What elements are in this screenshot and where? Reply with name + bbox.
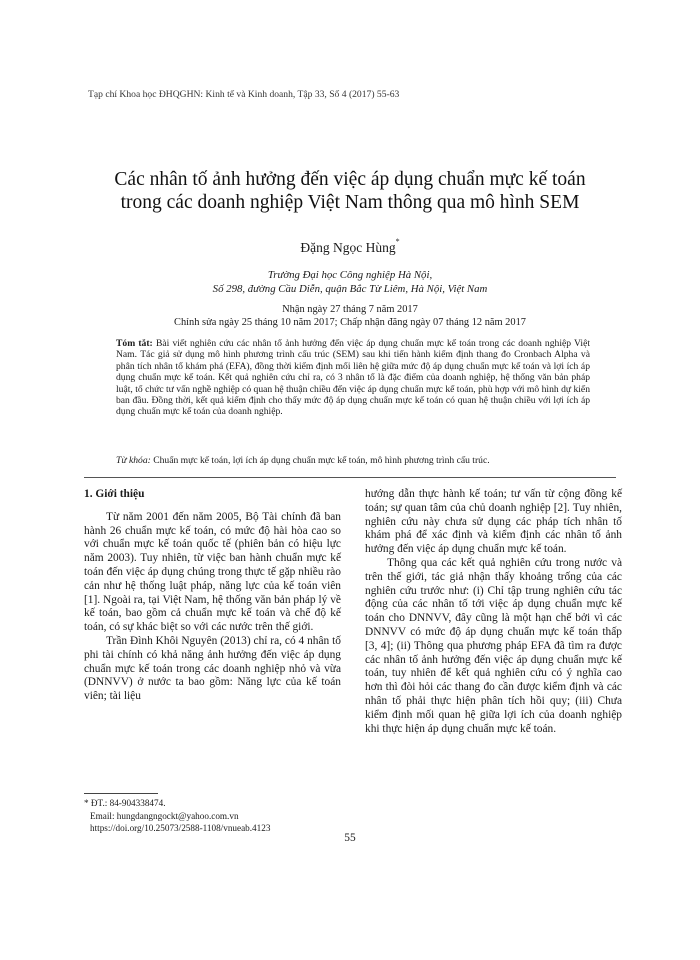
affiliation	[0, 268, 700, 296]
paragraph: hướng dẫn thực hành kế toán; tư vấn từ cộng đồng kế toán; sự quan tâm của chủ doanh nghiệp [2]. Tuy nhiên, nghiên cứu này chưa sử dụng các pháp tích nhân tố khám phá để xác định và kiểm định các nhân tố ảnh hưởng đến việc áp dụng chuẩn mực kế toán.	[365, 488, 622, 556]
abstract-label: Tóm tắt:	[116, 338, 153, 349]
section-heading: 1. Giới thiệu	[84, 488, 145, 500]
footnote-phone: * ĐT.: 84-904338474.	[84, 798, 166, 808]
paragraph: Trần Đình Khôi Nguyên (2013) chỉ ra, có 4 nhân tố phi tài chính có khả năng ảnh hưởng đến việc áp dụng chuẩn mực kế toán trong các doanh nghiệp nhỏ và vừa (DNNVV) ở nước ta bao gồm: Năng lực của kế toán viên; tài liệu	[84, 634, 341, 703]
author-name: Đặng Ngọc Hùng	[300, 240, 396, 255]
keywords-label: Từ khóa:	[116, 455, 151, 466]
divider	[84, 477, 616, 478]
affiliation-line-2: Số 298, đường Cầu Diễn, quận Bắc Từ Liêm, Hà Nội, Việt Nam	[212, 283, 488, 295]
footnote	[84, 797, 270, 835]
revised-accepted-date: Chỉnh sửa ngày 25 tháng 10 năm 2017; Chấp nhận đăng ngày 07 tháng 12 năm 2017	[174, 317, 526, 328]
affiliation-line-1: Trường Đại học Công nghiệp Hà Nội,	[267, 269, 433, 281]
page-number: 55	[344, 832, 356, 844]
footnote-divider	[84, 793, 158, 794]
paper-title	[60, 168, 640, 214]
received-date: Nhận ngày 27 tháng 7 năm 2017	[282, 304, 418, 315]
paragraph: Từ năm 2001 đến năm 2005, Bộ Tài chính đã ban hành 26 chuẩn mực kế toán, có mức độ hài hòa cao so với chuẩn mực kế toán quốc tế (phiên bản có hiệu lực năm 2003). Tuy nhiên, từ việc ban hành chuẩn mực kế toán đến việc áp dụng chúng trong thực tế gặp nhiều rào cản như hệ thống luật pháp, năng lực của kế toán viên [1]. Ngoài ra, tại Việt Nam, hệ thống văn bản pháp lý về kế toán, bao gồm cả chuẩn mực kế toán và chế độ kế toán, có sự khác biệt so với các nước trên thế giới.	[84, 510, 341, 634]
author-footnote-mark: *	[395, 237, 400, 246]
title-line-2: trong các doanh nghiệp Việt Nam thông qua mô hình SEM	[120, 192, 580, 213]
journal-header: Tạp chí Khoa học ĐHQGHN: Kinh tế và Kinh doanh, Tập 33, Số 4 (2017) 55-63	[88, 89, 400, 100]
abstract	[116, 338, 590, 418]
right-column	[365, 488, 622, 736]
abstract-text: Bài viết nghiên cứu các nhân tố ảnh hưởng đến việc áp dụng chuẩn mực kế toán trong các doanh nghiệp Việt Nam. Tác giả sử dụng mô hình phương trình cấu trúc (SEM) sau khi tiến hành kiểm định thang đo Cronbach Alpha và phân tích nhân tố khám phá (EFA), đồng thời kiểm định mối liên hệ giữa mức độ áp dụng chuẩn mực kế toán và lợi ích áp dụng chuẩn mực kế toán. Kết quả nghiên cứu chỉ ra, có 3 nhân tố là đặc điểm của doanh nghiệp, hệ thống văn bản pháp luật, tổ chức tư vấn nghề nghiệp có quan hệ thuận chiều đến việc áp dụng chuẩn mực kế toán, phù hợp với mô hình dự kiến ban đầu. Đồng thời, kết quả kiểm định cho thấy mức độ áp dụng chuẩn mực kế toán có quan hệ thuận chiều với lợi ích áp dụng chuẩn mực kế toán của doanh nghiệp.	[116, 338, 590, 418]
paragraph: Thông qua các kết quả nghiên cứu trong nước và trên thế giới, tác giả nhận thấy khoảng trống của các nghiên cứu trước như: (i) Chỉ tập trung nghiên cứu tác động của các nhân tố tới việc áp dụng chuẩn mực kế toán cho DNNVV, đây cũng là một hạn chế bởi vì các DNNVV có mức độ áp dụng chuẩn mực kế toán thấp [3, 4]; (ii) Thông qua phương pháp EFA đã tìm ra được các nhân tố ảnh hưởng đến việc áp dụng chuẩn mực kế toán, tuy nhiên để kết quả nghiên cứu có ý nghĩa cao hơn thì đòi hỏi các thang đo cần được kiểm định và các nhân tố phải thực hiện phân tích hồi quy; (iii) Chưa kiểm định mối quan hệ giữa lợi ích của doanh nghiệp khi thực hiện áp dụng chuẩn mực kế toán.	[365, 556, 622, 735]
dates	[0, 303, 700, 329]
doi-link[interactable]: https://doi.org/10.25073/2588-1108/vnueab.4123	[90, 823, 271, 833]
left-column	[84, 488, 341, 704]
keywords-text: Chuẩn mực kế toán, lợi ích áp dụng chuẩn mực kế toán, mô hình phương trình cấu trúc.	[153, 455, 490, 466]
footnote-email[interactable]: Email: hungdangngockt@yahoo.com.vn	[90, 810, 239, 821]
title-line-1: Các nhân tố ảnh hưởng đến việc áp dụng chuẩn mực kế toán	[114, 169, 586, 190]
author	[0, 237, 700, 256]
keywords	[116, 455, 590, 466]
